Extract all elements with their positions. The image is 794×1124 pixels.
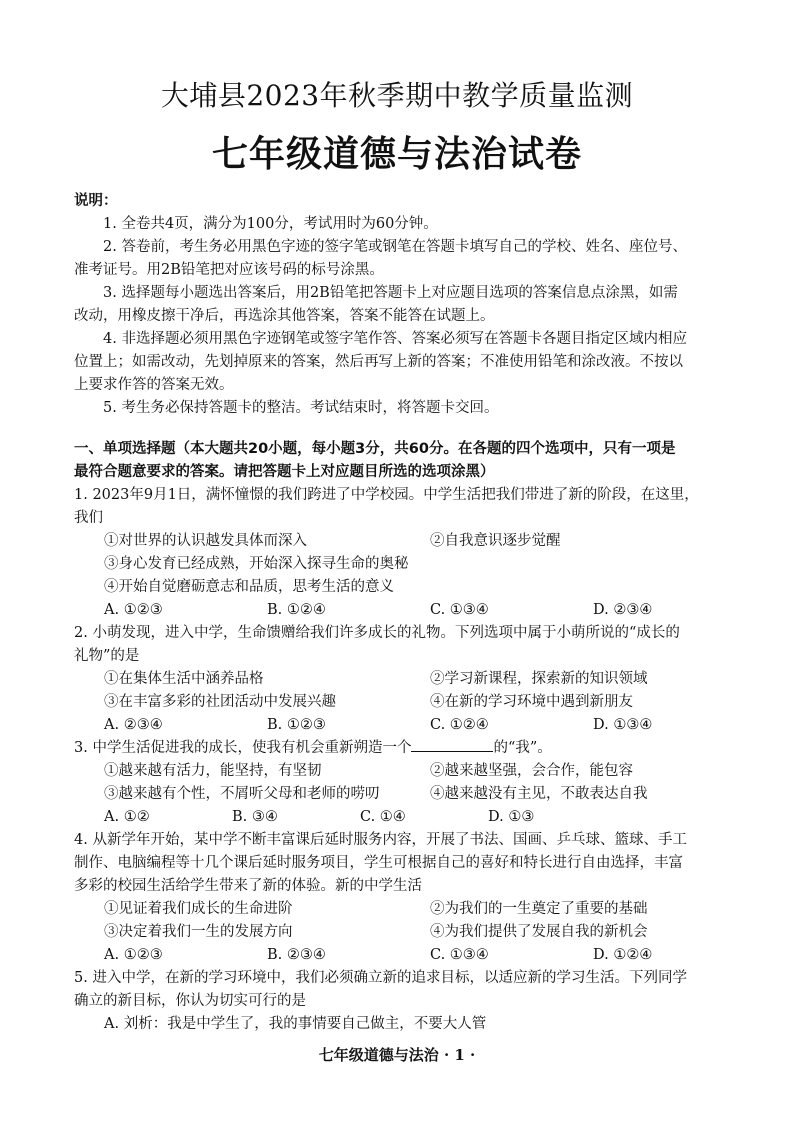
statement: ④为我们提供了发展自我的新机会	[430, 924, 648, 940]
statement: ④越来越没有主见，不敢表达自我	[430, 786, 648, 802]
statement: ②学习新课程，探索新的知识领域	[430, 671, 648, 687]
answer-blank	[411, 737, 493, 752]
instruction-line: 3. 选择题每小题选出答案后，用2B铅笔把答题卡上对应题目选项的答案信息点涂黑，如需	[103, 285, 678, 301]
statement-row	[74, 691, 764, 714]
option-a: A. ②③④	[104, 717, 163, 733]
instruction-line: 改动，用橡皮擦干净后，再选涂其他答案，答案不能答在试题上。	[74, 308, 495, 324]
page-footer: 七年级道德与法治 · 1 ·	[318, 1046, 476, 1064]
option-a: A. ①②③	[104, 947, 163, 963]
option-b: B. ①②③	[267, 717, 326, 733]
instruction-line: 1. 全卷共4页，满分为100分，考试用时为60分钟。	[103, 216, 438, 232]
statement: ③在丰富多彩的社团活动中发展兴趣	[104, 694, 336, 710]
question-stem: 多彩的校园生活给学生带来了新的体验。新的中学生活	[74, 878, 422, 894]
option-b: B. ①②④	[267, 602, 326, 618]
statement-row	[74, 530, 764, 553]
exam-body	[74, 190, 764, 1036]
option-d: D. ②③④	[593, 602, 653, 618]
options-row	[74, 944, 764, 967]
exam-subtitle: 七年级道德与法治试卷	[211, 133, 582, 175]
statement-row	[74, 783, 764, 806]
question-stem: 2. 小萌发现，进入中学，生命馈赠给我们许多成长的礼物。下列选项中属于小萌所说的“成长的	[74, 625, 680, 641]
statement: ①在集体生活中涵养品格	[104, 671, 264, 687]
question-stem: 1. 2023年9月1日，满怀憧憬的我们跨进了中学校园。中学生活把我们带进了新的阶段，在这里，	[74, 487, 699, 503]
section-header: 一、单项选择题（本大题共20小题，每小题3分，共60分。在各题的四个选项中，只有一项是	[74, 441, 676, 457]
instruction-line: 准考证号。用2B铅笔把对应该号码的标号涂黑。	[74, 262, 384, 278]
option-c: C. ①②④	[430, 717, 489, 733]
statement-row	[74, 760, 764, 783]
option-b: B. ②③④	[267, 947, 326, 963]
question-stem: 我们	[74, 510, 103, 526]
question-stem: 确立的新目标，你认为切实可行的是	[74, 993, 306, 1009]
statement: ③身心发育已经成熟，开始深入探寻生命的奥秘	[104, 556, 409, 572]
statement: ③决定着我们一生的发展方向	[104, 924, 293, 940]
option-a: A. ①②③	[104, 602, 163, 618]
options-row	[74, 714, 764, 737]
stem-part: 3. 中学生活促进我的成长，使我有机会重新朔造一个	[74, 740, 412, 756]
instruction-line: 5. 考生务必保持答题卡的整洁。考试结束时，将答题卡交回。	[103, 400, 499, 416]
statement-row	[74, 898, 764, 921]
question-stem: 制作、电脑编程等十几个课后延时服务项目，学生可根据自己的喜好和特长进行自由选择，丰富	[74, 855, 683, 871]
section-header: 最符合题意要求的答案。请把答题卡上对应题目所选的选项涂黑）	[74, 464, 495, 480]
option-d: D. ①③④	[593, 717, 653, 733]
question-stem: 5. 进入中学，在新的学习环境中，我们必须确立新的追求目标，以适应新的学习生活。下列同学	[74, 970, 687, 986]
statement-row	[74, 921, 764, 944]
statement: ①对世界的认识越发具体而深入	[104, 533, 307, 549]
option-c: C. ①③④	[430, 947, 489, 963]
option-c: C. ①④	[360, 809, 406, 825]
instruction-line: 位置上；如需改动，先划掉原来的答案，然后再写上新的答案；不准使用铅笔和涂改液。不按以	[74, 354, 683, 370]
instruction-line: 2. 答卷前，考生务必用黑色字迹的签字笔或钢笔在答题卡填写自己的学校、姓名、座位号、	[103, 239, 687, 255]
option-a: A. ①②	[104, 809, 150, 825]
instruction-line: 4. 非选择题必须用黑色字迹钢笔或签字笔作答、答案必须写在答题卡各题目指定区域内相应	[103, 331, 687, 347]
statement: ①见证着我们成长的生命进阶	[104, 901, 293, 917]
statement: ②为我们的一生奠定了重要的基础	[430, 901, 648, 917]
option-a: A. 刘析：我是中学生了，我的事情要自己做主，不要大人管	[104, 1016, 487, 1032]
statement: ③越来越有个性，不屑听父母和老师的唠叨	[104, 786, 380, 802]
statement: ②自我意识逐步觉醒	[430, 533, 561, 549]
question-stem: 4. 从新学年开始，某中学不断丰富课后延时服务内容，开展了书法、国画、乒乓球、篮球、手工	[74, 832, 687, 848]
options-row	[74, 599, 764, 622]
statement: ②越来越坚强，会合作，能包容	[430, 763, 633, 779]
options-row	[74, 806, 764, 829]
instruction-line: 上要求作答的答案无效。	[74, 377, 234, 393]
instructions-label: 说明：	[74, 193, 118, 209]
statement: ①越来越有活力，能坚持，有坚韧	[104, 763, 322, 779]
statement: ④在新的学习环境中遇到新朋友	[430, 694, 633, 710]
exam-title: 大埔县2023年秋季期中教学质量监测	[160, 79, 634, 112]
question-stem	[74, 737, 764, 760]
question-stem: 礼物”的是	[74, 648, 140, 664]
option-d: D. ①③	[488, 809, 535, 825]
option-b: B. ③④	[232, 809, 278, 825]
stem-part: 的“我”。	[493, 740, 552, 756]
statement-row	[74, 668, 764, 691]
option-c: C. ①③④	[430, 602, 489, 618]
statement: ④开始自觉磨砺意志和品质，思考生活的意义	[104, 579, 394, 595]
option-d: D. ①②④	[593, 947, 653, 963]
